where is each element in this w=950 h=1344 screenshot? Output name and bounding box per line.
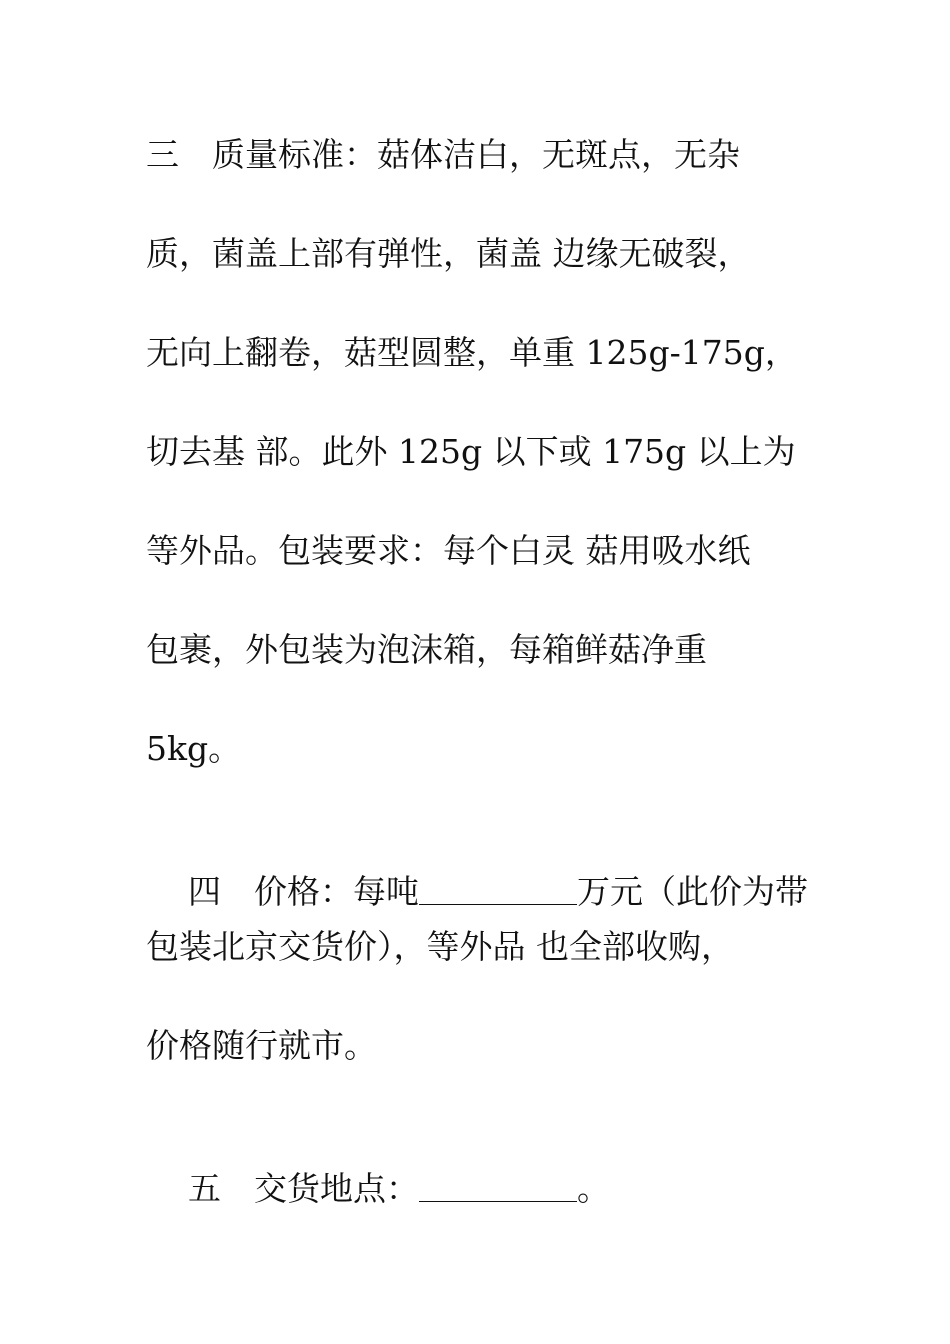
quality-standard-line-1: 三 质量标准：菇体洁白，无斑点，无杂 [146, 135, 740, 174]
price-blank-field[interactable] [419, 874, 577, 905]
price-line-3: 价格随行就市。 [146, 1026, 377, 1065]
price-unit-text: 万元（此价为带 [576, 872, 808, 911]
delivery-location-end: 。 [576, 1169, 610, 1208]
price-label: 四 价格：每吨 [187, 872, 419, 911]
quality-standard-line-2: 质，菌盖上部有弹性，菌盖 边缘无破裂， [146, 234, 751, 273]
delivery-location-line [146, 1123, 826, 1208]
packaging-line-2: 包裹，外包装为泡沫箱，每箱鲜菇净重 [146, 630, 707, 669]
price-line-2: 包装北京交货价），等外品 也全部收购， [146, 927, 734, 966]
delivery-location-blank-field[interactable] [419, 1171, 577, 1202]
quality-standard-line-4: 切去基 部。此外 125g 以下或 175g 以上为 [146, 432, 796, 471]
price-line-1 [146, 826, 826, 911]
delivery-location-label: 五 交货地点： [187, 1169, 419, 1208]
packaging-line-1: 等外品。包装要求：每个白灵 菇用吸水纸 [146, 531, 751, 570]
quality-standard-line-3: 无向上翻卷，菇型圆整，单重 125g-175g， [146, 333, 798, 372]
packaging-line-3: 5kg。 [146, 729, 242, 768]
